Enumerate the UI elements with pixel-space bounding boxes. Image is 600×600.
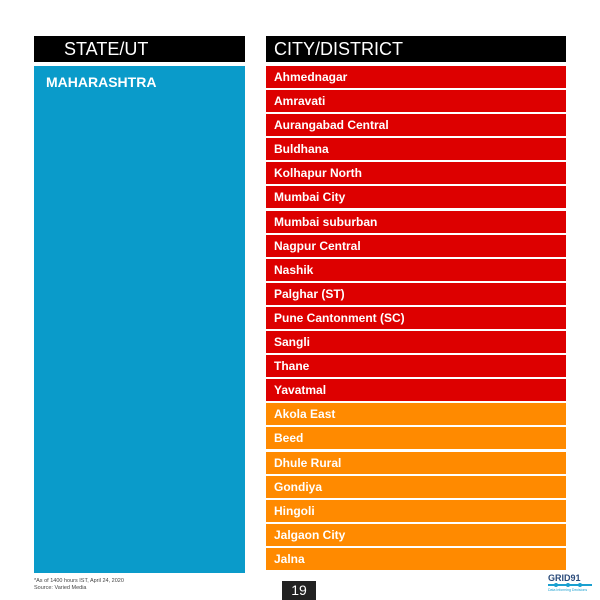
logo-text: GRID91: [548, 573, 581, 583]
logo-dot: [554, 583, 558, 587]
grid91-logo: [548, 573, 592, 597]
state-column-header: STATE/UT: [34, 36, 245, 62]
city-row: Amravati: [266, 90, 566, 112]
city-row: Aurangabad Central: [266, 114, 566, 136]
city-row: Beed: [266, 427, 566, 449]
footnote: [34, 578, 124, 592]
state-block: [34, 66, 245, 573]
city-row: Nagpur Central: [266, 235, 566, 257]
city-row: Yavatmal: [266, 379, 566, 401]
logo-dot: [578, 583, 582, 587]
footnote-source: Source: Varied Media: [34, 585, 87, 591]
city-row: Palghar (ST): [266, 283, 566, 305]
city-row: Mumbai City: [266, 186, 566, 208]
city-row: Akola East: [266, 403, 566, 425]
city-row: Sangli: [266, 331, 566, 353]
city-row: Jalgaon City: [266, 524, 566, 546]
city-row: Nashik: [266, 259, 566, 281]
city-row: Mumbai suburban: [266, 211, 566, 233]
city-row: Pune Cantonment (SC): [266, 307, 566, 329]
footnote-note: *As of 1400 hours IST, April 24, 2020: [34, 578, 124, 584]
city-row: Hingoli: [266, 500, 566, 522]
city-row: Kolhapur North: [266, 162, 566, 184]
city-column-header: CITY/DISTRICT: [266, 36, 566, 62]
city-row: Ahmednagar: [266, 66, 566, 88]
city-row: Buldhana: [266, 138, 566, 160]
logo-line: [548, 584, 592, 586]
state-name: MAHARASHTRA: [46, 74, 157, 90]
city-row: Thane: [266, 355, 566, 377]
page-number: 19: [282, 581, 316, 600]
city-row: Dhule Rural: [266, 452, 566, 474]
logo-dot: [566, 583, 570, 587]
city-row: Gondiya: [266, 476, 566, 498]
logo-tagline: Data Informing Decisions: [548, 588, 588, 592]
city-row: Jalna: [266, 548, 566, 570]
city-list: [266, 66, 566, 572]
